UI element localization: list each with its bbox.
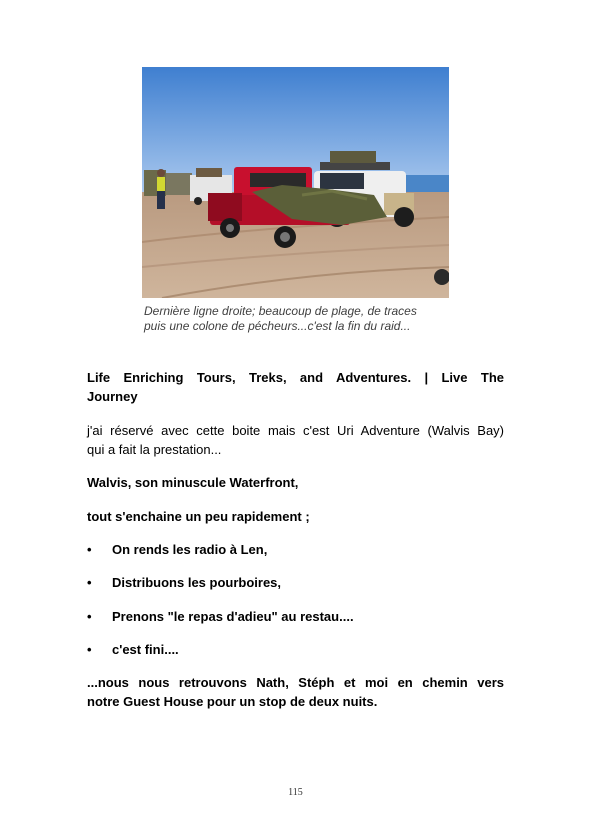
heading-line: Journey (87, 389, 138, 404)
photo-caption (144, 304, 454, 334)
closing-paragraph (87, 673, 504, 711)
enchaine-line: tout s'enchaine un peu rapidement ; (87, 509, 310, 524)
photo-illustration (142, 67, 449, 298)
bullet-icon: • (87, 642, 92, 657)
caption-line: Dernière ligne droite; beaucoup de plage, de traces (144, 304, 417, 318)
waterfront-line: Walvis, son minuscule Waterfront, (87, 475, 299, 490)
page-number: 115 (288, 787, 303, 798)
beach-convoy-photo (142, 67, 449, 298)
list-item-text: Distribuons les pourboires, (112, 575, 282, 590)
paragraph-line: notre Guest House pour un stop de deux nuits. (87, 694, 378, 709)
person (157, 169, 165, 209)
heading-line: Life Enriching Tours, Treks, and Adventures. | Live The (87, 370, 504, 385)
bullet-icon: • (87, 542, 92, 557)
section-heading (87, 368, 504, 406)
intro-paragraph (87, 421, 504, 459)
bullet-icon: • (87, 609, 92, 624)
list-item-text: On rends les radio à Len, (112, 542, 268, 557)
paragraph-line: ...nous nous retrouvons Nath, Stéph et moi en chemin vers (87, 675, 504, 690)
paragraph-line: qui a fait la prestation... (87, 442, 222, 457)
bullet-icon: • (87, 575, 92, 590)
paragraph-line: j'ai réservé avec cette boite mais c'est Uri Adventure (Walvis Bay) (87, 423, 504, 438)
list-item-text: Prenons "le repas d'adieu" au restau.... (112, 609, 354, 624)
list-item-text: c'est fini.... (112, 642, 179, 657)
caption-line: puis une colone de pécheurs...c'est la fin du raid... (144, 319, 411, 333)
